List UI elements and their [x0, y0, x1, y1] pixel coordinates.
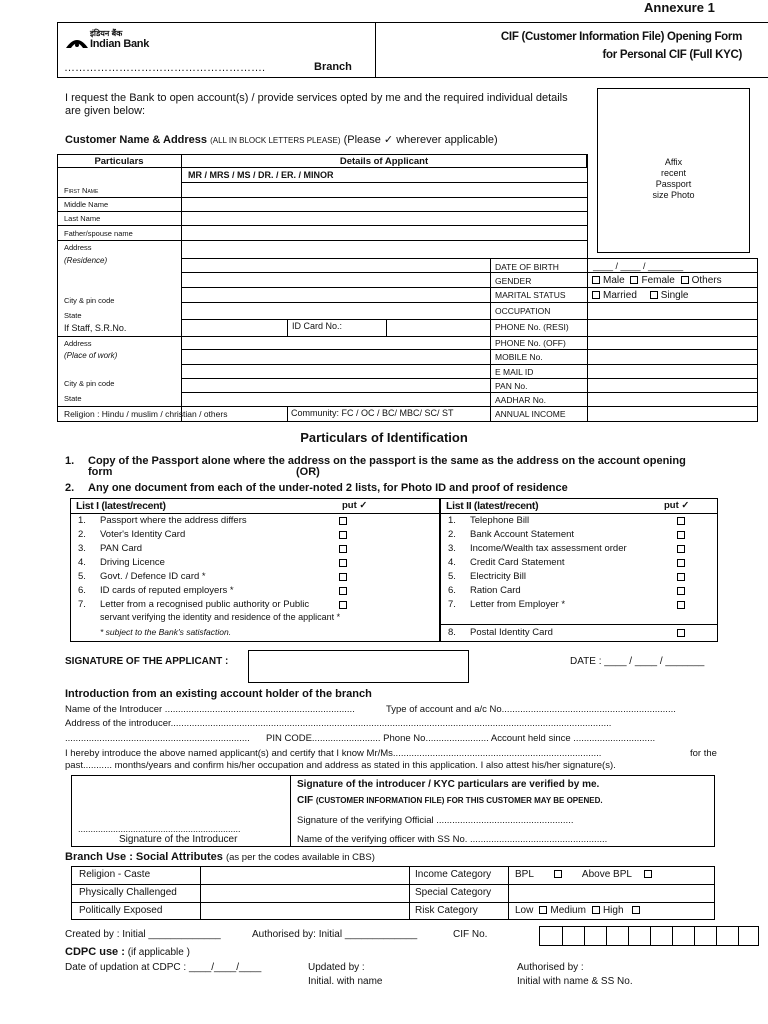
label-income: ANNUAL INCOME	[495, 409, 566, 419]
intro-for-the: for the	[690, 748, 717, 759]
label-occupation: OCCUPATION	[495, 306, 551, 316]
kyc-name: Name of the verifying officer with SS No. ....................................................	[297, 834, 608, 845]
list-1-title: List I (latest/recent)	[76, 500, 166, 512]
intro-name: Name of the Introducer ........................................................................	[65, 704, 355, 715]
label-state: State	[64, 311, 82, 320]
label-pan: PAN No.	[495, 381, 528, 391]
label-email: E MAIL ID	[495, 367, 534, 377]
created-by: Created by : Initial _____________	[65, 929, 221, 940]
kyc-sign: Signature of the verifying Official ....................................................	[297, 815, 574, 826]
bpl-checkbox[interactable]	[554, 870, 562, 878]
intro-text: I request the Bank to open account(s) / provide services opted by me and the required individual details are given below:	[65, 92, 568, 117]
authorised-sub: Initial with name & SS No.	[517, 976, 633, 987]
label-community: Community: FC / OC / BC/ MBC/ SC/ ST	[291, 408, 454, 418]
kyc-title: Signature of the introducer / KYC particulars are verified by me.	[297, 779, 600, 790]
above-bpl-checkbox[interactable]	[644, 870, 652, 878]
list-1-checkbox[interactable]	[339, 545, 347, 553]
annexure-label: Annexure 1	[644, 0, 715, 15]
list-1-item: 3. PAN Card	[70, 543, 440, 557]
intro-sign-label: Signature of the Introducer	[119, 834, 238, 845]
p2-text: Any one document from each of the under-noted 2 lists, for Photo ID and proof of residence	[88, 482, 568, 494]
dob-value[interactable]: ____ / ____ / _______	[593, 261, 684, 271]
list-2-item: 3. Income/Wealth tax assessment order	[440, 543, 718, 557]
label-religion: Religion : Hindu / muslim / christian / others	[64, 409, 228, 419]
signature-date: DATE : ____ / ____ / _______	[570, 656, 705, 667]
gender-others-checkbox[interactable]	[681, 276, 689, 284]
label-address: Address	[64, 243, 92, 252]
list-2-checkbox[interactable]	[677, 573, 685, 581]
intro-account-type: Type of account and a/c No..................................................................	[386, 704, 676, 715]
col-details: Details of Applicant	[339, 156, 429, 167]
list-2-item: 6. Ration Card	[440, 585, 718, 599]
list-1-checkbox[interactable]	[339, 601, 347, 609]
religion-caste: Religion - Caste	[79, 869, 151, 880]
label-phone-off: PHONE No. (OFF)	[495, 338, 566, 348]
cdpc-use: CDPC use : (if applicable )	[65, 946, 190, 958]
list-1-note: * subject to the Bank's satisfaction.	[100, 627, 232, 637]
p1-form: form	[88, 466, 113, 478]
bank-name-hindi: इंडियन बैंक	[90, 29, 123, 38]
p1-or: (OR)	[296, 466, 320, 478]
list-2-checkbox[interactable]	[677, 601, 685, 609]
intro-pin-phone: PIN CODE.......................... Phone No........................ Account held since ...............................	[266, 733, 656, 744]
list-1-item-7b: servant verifying the identity and residence of the applicant *	[100, 612, 341, 622]
label-aadhar: AADHAR No.	[495, 395, 547, 405]
list-2-item: 4. Credit Card Statement	[440, 557, 718, 571]
list-2-item: 5. Electricity Bill	[440, 571, 718, 585]
list-1-checkbox[interactable]	[339, 559, 347, 567]
risk-category: Risk Category	[415, 905, 478, 916]
list-2-checkbox[interactable]	[677, 517, 685, 525]
customer-heading: Customer Name & Address (ALL IN BLOCK LETTERS PLEASE) (Please ✓ wherever applicable)	[65, 134, 498, 146]
risk-medium-checkbox[interactable]	[592, 906, 600, 914]
date-updation: Date of updation at CDPC : ____/____/____	[65, 962, 262, 973]
cif-no-boxes[interactable]	[539, 926, 759, 946]
list-2-checkbox[interactable]	[677, 559, 685, 567]
intro-address: Address of the introducer.......................................................................................................................................................................	[65, 718, 612, 729]
marital-options: Married Single	[592, 290, 689, 301]
list-1-checkbox[interactable]	[339, 517, 347, 525]
label-if-staff: If Staff, S.R.No.	[64, 323, 127, 333]
label-address-work: Address	[64, 339, 92, 348]
marital-married-checkbox[interactable]	[592, 291, 600, 299]
list-2-checkbox[interactable]	[677, 531, 685, 539]
updated-by: Updated by :	[308, 962, 365, 973]
list-1-item: 5. Govt. / Defence ID card *	[70, 571, 440, 585]
list-2-checkbox[interactable]	[677, 587, 685, 595]
list-1-item: 6. ID cards of reputed employers *	[70, 585, 440, 599]
gender-options: Male Female Others	[592, 275, 722, 286]
label-marital: MARITAL STATUS	[495, 290, 566, 300]
list-1-item: 4. Driving Licence	[70, 557, 440, 571]
bank-logo-icon	[64, 30, 90, 50]
intro-past: past........... months/years and confirm his/her occupation and address as stated in this application. I also attest his/her signature(s).	[65, 760, 616, 771]
branch-dots: ……………………………………………….	[64, 62, 266, 74]
bank-name: Indian Bank	[90, 38, 150, 50]
list-1-item: 1. Passport where the address differs	[70, 515, 440, 529]
list-1-checkbox[interactable]	[339, 587, 347, 595]
branch-label: Branch	[314, 61, 352, 73]
identification-heading: Particulars of Identification	[300, 430, 468, 445]
list-1-checkbox[interactable]	[339, 531, 347, 539]
p1-num: 1.	[65, 455, 75, 467]
list-2-item: 2. Bank Account Statement	[440, 529, 718, 543]
list-1-checkbox[interactable]	[339, 573, 347, 581]
politically-exposed: Politically Exposed	[79, 905, 163, 916]
label-middle-name: Middle Name	[64, 200, 109, 209]
risk-low-checkbox[interactable]	[539, 906, 547, 914]
p1-text: Copy of the Passport alone where the address on the passport is the same as the address on the account opening	[88, 455, 686, 467]
label-gender: GENDER	[495, 276, 532, 286]
label-residence: (Residence)	[64, 256, 108, 265]
list-1-put: put ✓	[342, 500, 368, 511]
gender-male-checkbox[interactable]	[592, 276, 600, 284]
list-1-item: 7. Letter from a recognised public authority or Public	[70, 599, 440, 613]
income-category: Income Category	[415, 869, 492, 880]
label-last-name: Last Name	[64, 214, 101, 223]
label-father-spouse: Father/spouse name	[64, 229, 133, 238]
list-2-item: 8. Postal Identity Card	[440, 627, 718, 641]
col-particulars: Particulars	[94, 156, 144, 167]
list-2-title: List II (latest/recent)	[446, 500, 539, 512]
p2-num: 2.	[65, 482, 75, 494]
intro-heading: Introduction from an existing account holder of the branch	[65, 688, 372, 700]
list-2-checkbox[interactable]	[677, 629, 685, 637]
authorised-by: Authorised by: Initial _____________	[252, 929, 418, 940]
list-2-item: 1. Telephone Bill	[440, 515, 718, 529]
marital-single-checkbox[interactable]	[650, 291, 658, 299]
label-dob: DATE OF BIRTH	[495, 262, 559, 272]
physically-challenged: Physically Challenged	[79, 887, 177, 898]
label-city-pin-2: City & pin code	[64, 379, 115, 388]
updated-sub: Initial. with name	[308, 976, 383, 987]
intro-sign-dots: .................................................................	[78, 824, 241, 834]
risk-options: Low Medium High	[515, 905, 643, 916]
label-place-of-work: (Place of work)	[64, 351, 118, 360]
kyc-cif: CIF (CUSTOMER INFORMATION FILE) FOR THIS CUSTOMER MAY BE OPENED.	[297, 795, 603, 806]
authorised-by-2: Authorised by :	[517, 962, 584, 973]
list-1-item: 2. Voter's Identity Card	[70, 529, 440, 543]
form-title-1: CIF (Customer Information File) Opening Form	[500, 31, 742, 43]
list-2-put: put ✓	[664, 500, 690, 511]
label-phone-resi: PHONE No. (RESI)	[495, 322, 569, 332]
income-options: BPL Above BPL	[515, 869, 655, 880]
branch-use-heading: Branch Use : Social Attributes (as per the codes available in CBS)	[65, 851, 375, 863]
label-mobile: MOBILE No.	[495, 352, 543, 362]
intro-address-2: ......................................................................	[65, 733, 250, 744]
gender-female-checkbox[interactable]	[630, 276, 638, 284]
label-state-2: State	[64, 394, 82, 403]
risk-high-checkbox[interactable]	[632, 906, 640, 914]
photo-text: Affix recent Passport size Photo	[652, 157, 695, 200]
list-2-item: 7. Letter from Employer *	[440, 599, 718, 613]
label-city-pin: City & pin code	[64, 296, 115, 305]
bank-logo	[64, 30, 90, 53]
signature-box[interactable]	[248, 650, 469, 683]
special-category: Special Category	[415, 887, 492, 898]
label-first-name: First Name	[64, 186, 99, 195]
intro-certify: I hereby introduce the above named applicant(s) and certify that I know Mr/Ms...............................................................................	[65, 748, 602, 759]
title-options: MR / MRS / MS / DR. / ER. / MINOR	[188, 170, 334, 180]
signature-label: SIGNATURE OF THE APPLICANT :	[65, 656, 229, 667]
list-1-items	[70, 514, 440, 624]
list-2-items	[440, 514, 718, 642]
form-title-2: for Personal CIF (Full KYC)	[602, 49, 742, 61]
label-id-card: ID Card No.:	[292, 321, 343, 331]
list-2-checkbox[interactable]	[677, 545, 685, 553]
cif-no-label: CIF No.	[453, 929, 488, 940]
